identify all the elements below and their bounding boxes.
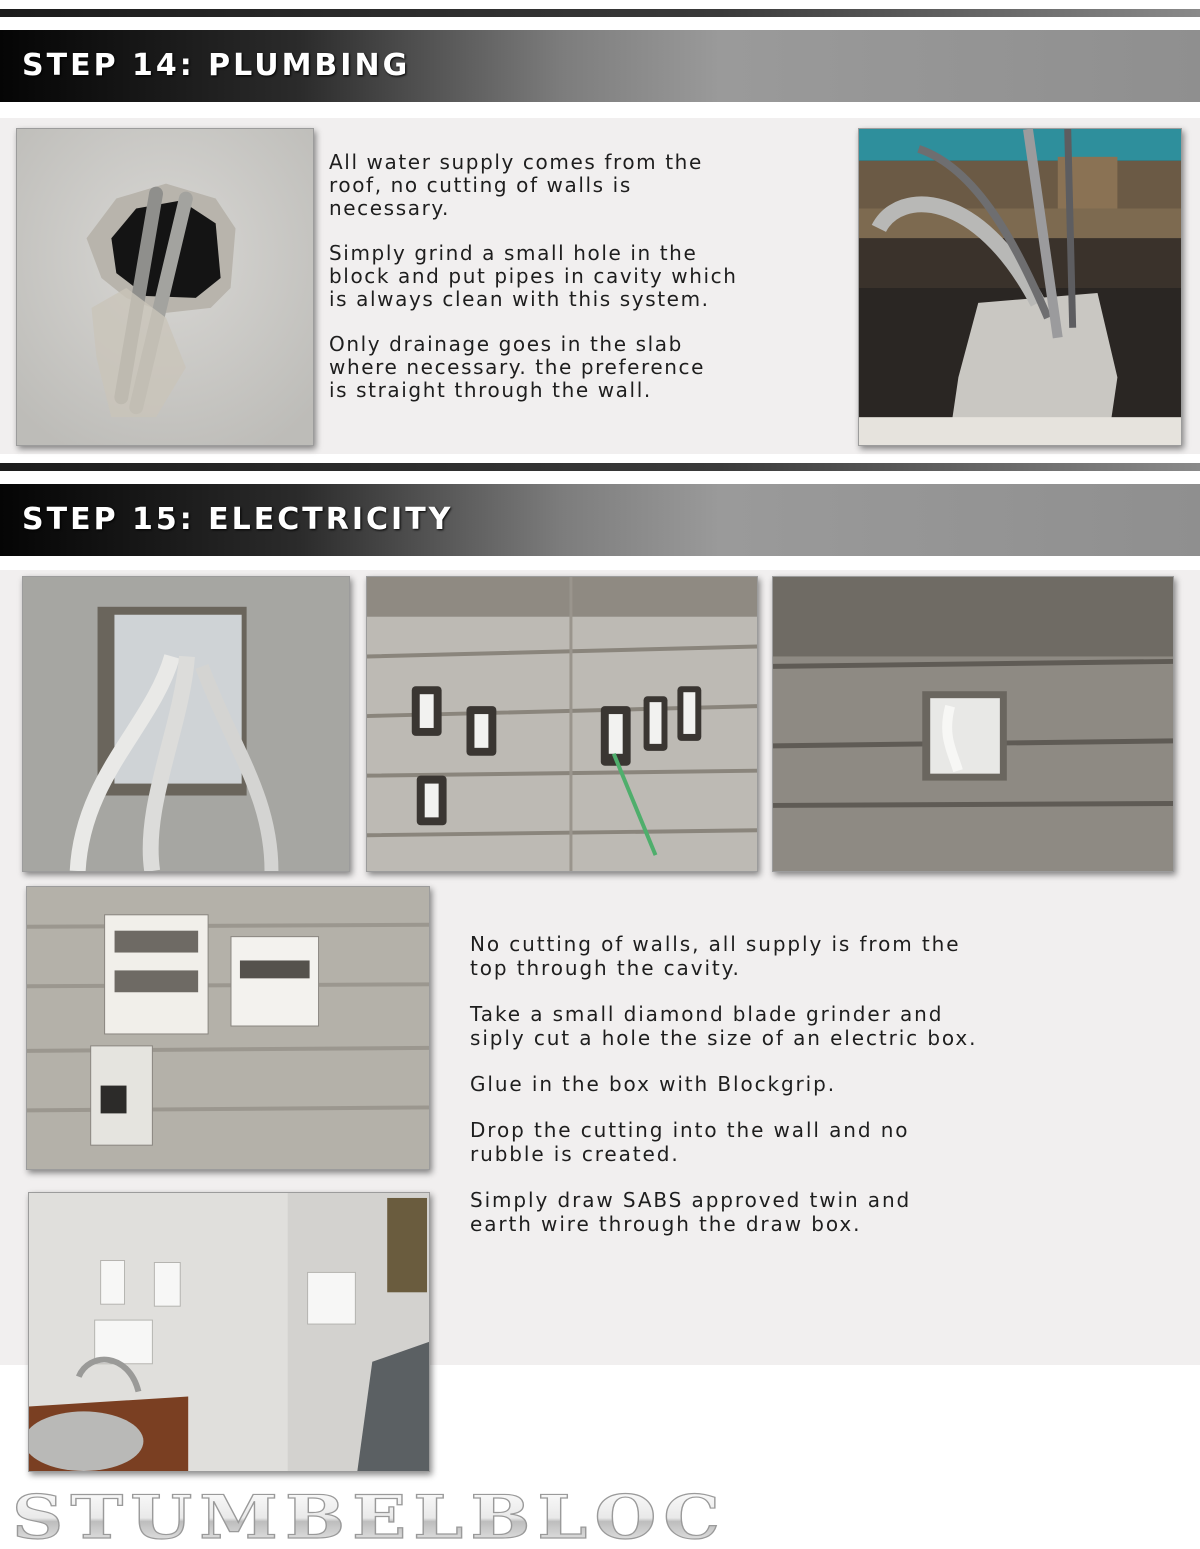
- step14-title: STEP 14: PLUMBING: [22, 48, 411, 83]
- step15-text: [470, 932, 977, 1258]
- step14-paragraph: Simply grind a small hole in the block and put pipes in cavity which is always clean with this system.: [329, 241, 738, 311]
- single-box-wall-photo: [772, 576, 1174, 872]
- brand-name: STUMBELBLOC: [12, 1486, 727, 1549]
- middle-divider: [0, 463, 1200, 471]
- outlet-boxes-corner-photo: [366, 576, 758, 872]
- step15-paragraph: Drop the cutting into the wall and no rubble is created.: [470, 1118, 910, 1166]
- step15-paragraph: Take a small diamond blade grinder and siply cut a hole the size of an electric box.: [470, 1002, 978, 1050]
- step14-banner: [0, 30, 1200, 102]
- pipes-in-hole-photo: [16, 128, 314, 446]
- distribution-boards-photo: [26, 886, 430, 1170]
- top-divider: [0, 9, 1200, 17]
- step14-text: [329, 151, 738, 424]
- stumbelbloc-logo: [6, 1486, 736, 1549]
- step14-paragraph: All water supply comes from the roof, no cutting of walls is necessary.: [329, 150, 703, 220]
- step15-paragraph: No cutting of walls, all supply is from the top through the cavity.: [470, 932, 961, 980]
- wires-in-box-photo: [22, 576, 350, 872]
- finished-room-photo: [28, 1192, 430, 1472]
- step15-paragraph: Glue in the box with Blockgrip.: [470, 1072, 836, 1096]
- roof-pipes-photo: [858, 128, 1182, 446]
- step15-banner: [0, 484, 1200, 556]
- step14-paragraph: Only drainage goes in the slab where necessary. the preference is straight through the wall.: [329, 332, 706, 402]
- step15-title: STEP 15: ELECTRICITY: [22, 502, 454, 537]
- step15-paragraph: Simply draw SABS approved twin and earth wire through the draw box.: [470, 1188, 912, 1236]
